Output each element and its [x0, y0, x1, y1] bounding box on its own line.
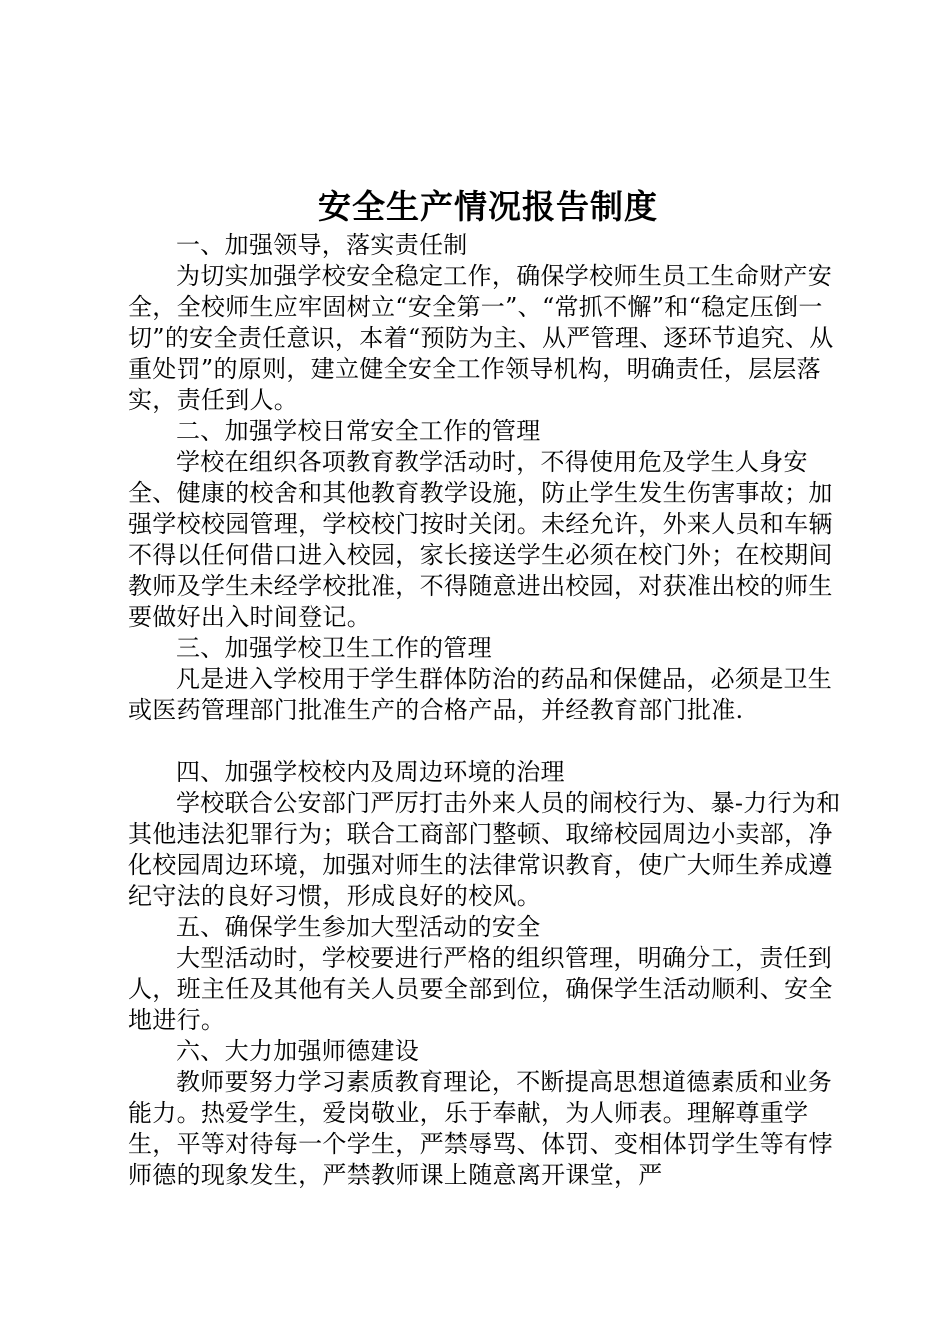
section-3 [128, 633, 848, 757]
section-heading: 四、加强学校校内及周边环境的治理 [176, 758, 565, 786]
section-heading: 五、确保学生参加大型活动的安全 [176, 913, 541, 941]
section-4 [128, 757, 848, 912]
section-heading: 三、加强学校卫生工作的管理 [176, 634, 492, 662]
section-heading: 二、加强学校日常安全工作的管理 [176, 417, 541, 445]
section-body: 凡是进入学校用于学生群体防治的药品和保健品，必须是卫生或医药管理部门批准生产的合格产品，并经教育部门批准. [128, 665, 833, 724]
section-body: 大型活动时，学校要进行严格的组织管理，明确分工，责任到人，班主任及其他有关人员要全部到位，确保学生活动顺利、安全地进行。 [128, 944, 833, 1034]
document-title: 安全生产情况报告制度 [318, 187, 658, 226]
section-body: 教师要努力学习素质教育理论，不断提高思想道德素质和业务能力。热爱学生，爱岗敬业，乐于奉献，为人师表。理解尊重学生，平等对待每一个学生，严禁辱骂、体罚、变相体罚学生等有悖师德的现象发生，严禁教师课上随意离开课堂，严 [128, 1068, 833, 1189]
section-heading: 六、大力加强师德建设 [176, 1037, 419, 1065]
section-5 [128, 912, 848, 1036]
blank-line [128, 726, 848, 757]
section-2 [128, 416, 848, 633]
section-body: 学校联合公安部门严厉打击外来人员的闹校行为、暴-力行为和其他违法犯罪行为；联合工商部门整顿、取缔校园周边小卖部，净化校园周边环境，加强对师生的法律常识教育，使广大师生养成遵纪守法的良好习惯，形成良好的校风。 [128, 789, 841, 910]
section-heading: 一、加强领导，落实责任制 [176, 231, 468, 259]
section-body: 为切实加强学校安全稳定工作，确保学校师生员工生命财产安全，全校师生应牢固树立“安全第一”、“常抓不懈”和“稳定压倒一切”的安全责任意识，本着“预防为主、从严管理、逐环节追究、从重处罚”的原则，建立健全安全工作领导机构，明确责任，层层落实，责任到人。 [128, 262, 834, 414]
section-body: 学校在组织各项教育教学活动时，不得使用危及学生人身安全、健康的校舍和其他教育教学设施，防止学生发生伤害事故；加强学校校园管理，学校校门按时关闭。未经允许，外来人员和车辆不得以任何借口进入校园，家长接送学生必须在校门外；在校期间教师及学生未经学校批准，不得随意进出校园，对获准出校的师生要做好出入时间登记。 [128, 448, 833, 631]
section-1 [128, 230, 848, 416]
document-page [128, 184, 848, 1191]
section-6 [128, 1036, 848, 1191]
